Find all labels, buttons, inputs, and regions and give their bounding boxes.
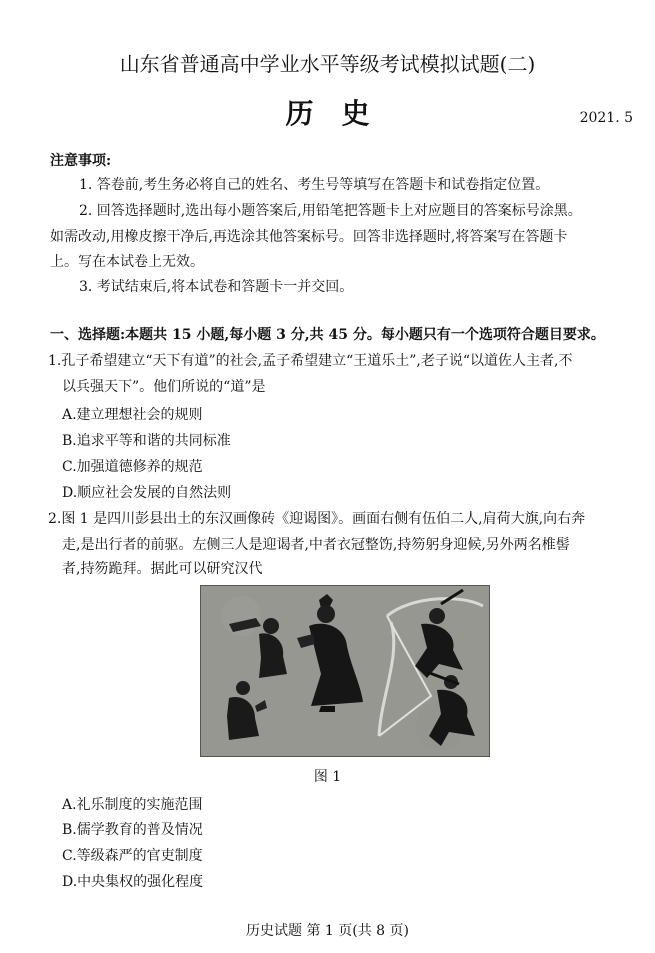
question-stem: 走,是出行者的前驱。左侧三人是迎谒者,中者衣冠整饬,持笏躬身迎候,另外两名椎髻 [62,537,570,553]
option-a: A.建立理想社会的规则 [62,407,203,423]
notes-line: 3. 考试结束后,将本试卷和答题卡一并交回。 [79,279,354,295]
page-footer: 历史试题 第 1 页(共 8 页) [246,923,409,939]
exam-date: 2021. 5 [579,110,633,126]
option-a: A.礼乐制度的实施范围 [62,797,203,813]
notes-line: 1. 答卷前,考生务必将自己的姓名、考生号等填写在答题卡和试卷指定位置。 [79,177,550,193]
option-d: D.顺应社会发展的自然法则 [62,485,232,501]
question-stem: 者,持笏跪拜。据此可以研究汉代 [62,561,263,577]
notes-heading: 注意事项: [50,153,112,169]
option-b: B.儒学教育的普及情况 [62,822,203,838]
option-b: B.追求平等和谐的共同标准 [62,433,231,449]
question-stem: 2.图 1 是四川彭县出土的东汉画像砖《迎谒图》。画面右侧有伍伯二人,肩荷大旗,向右奔 [48,511,586,527]
question-stem: 1.孔子希望建立“天下有道”的社会,孟子希望建立“王道乐土”,老子说“以道佐人主者,不 [48,353,573,369]
figure-image [200,585,490,757]
figure-caption: 图 1 [313,769,342,785]
exam-title: 山东省普通高中学业水平等级考试模拟试题(二) [119,52,536,76]
relief-image [201,586,489,756]
option-c: C.加强道德修养的规范 [62,459,203,475]
section-heading: 一、选择题:本题共 15 小题,每小题 3 分,共 45 分。每小题只有一个选项符合题目要求。 [50,327,605,343]
question-stem: 以兵强天下”。他们所说的“道”是 [62,379,266,395]
option-d: D.中央集权的强化程度 [62,874,204,890]
option-c: C.等级森严的官吏制度 [62,848,203,864]
notes-line: 上。写在本试卷上无效。 [50,254,204,270]
notes-line: 2. 回答选择题时,选出每小题答案后,用铅笔把答题卡上对应题目的答案标号涂黑。 [79,203,582,219]
notes-line: 如需改动,用橡皮擦干净后,再选涂其他答案标号。回答非选择题时,将答案写在答题卡 [50,229,568,245]
subject-title: 历史 [285,97,398,130]
